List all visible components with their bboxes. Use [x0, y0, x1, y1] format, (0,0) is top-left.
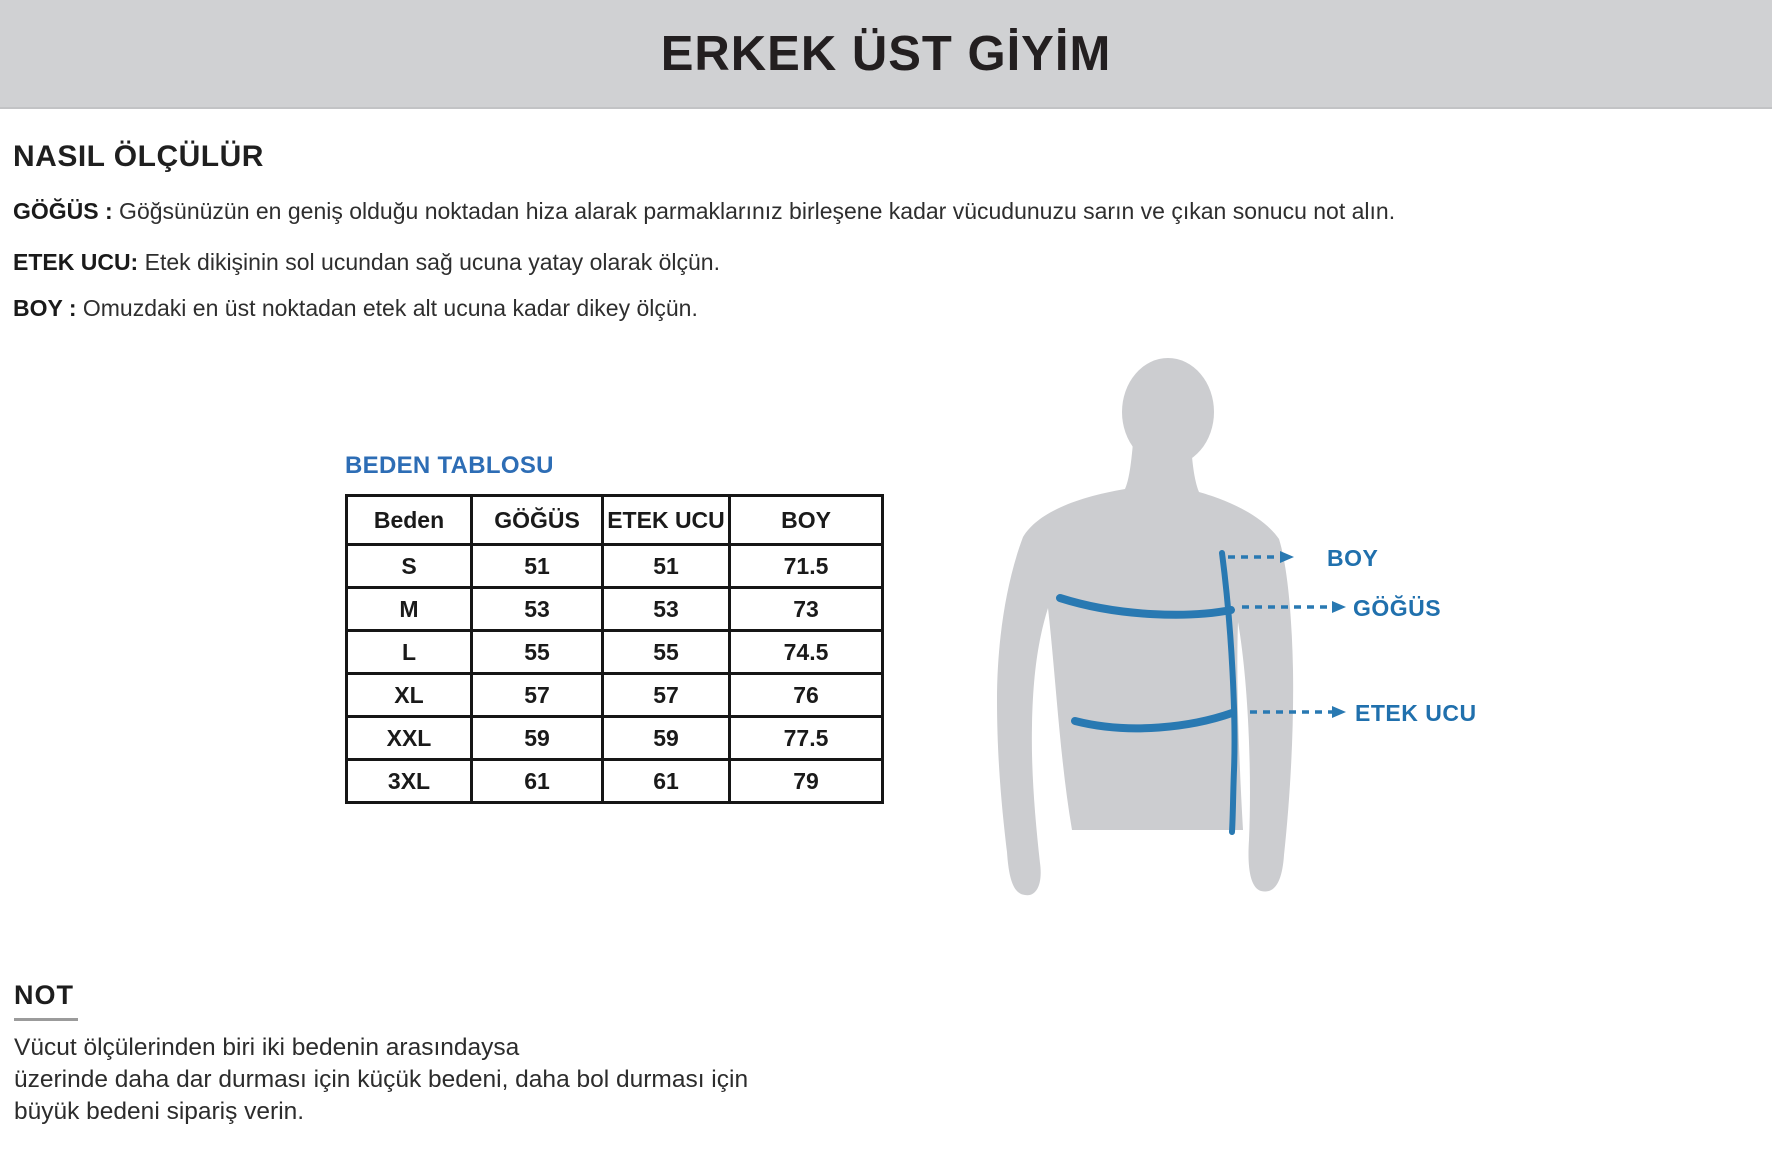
note-line: Vücut ölçülerinden biri iki bedenin arasındaysa [14, 1034, 520, 1061]
note-line: üzerinde daha dar durması için küçük bedeni, daha bol durması için [14, 1066, 749, 1093]
instruction-chest-label: GÖĞÜS : [13, 198, 113, 224]
size-table-title: BEDEN TABLOSU [345, 452, 554, 479]
cell-size: XL [347, 674, 472, 717]
measurement-figure [980, 340, 1480, 910]
size-table-header-row [347, 496, 883, 545]
cell-length: 79 [730, 760, 883, 803]
torso-diagram [980, 340, 1480, 910]
cell-length: 71.5 [730, 545, 883, 588]
cell-hem: 51 [603, 545, 730, 588]
column-header-beden: Beden [347, 496, 472, 545]
instruction-hem-label: ETEK UCU: [13, 249, 139, 275]
figure-label-gogus: GÖĞÜS [1353, 595, 1442, 621]
silhouette-body [997, 443, 1293, 895]
cell-chest: 51 [472, 545, 603, 588]
instruction-length-text: Omuzdaki en üst noktadan etek alt ucuna kadar dikey ölçün. [76, 295, 698, 321]
cell-size: L [347, 631, 472, 674]
table-row [347, 545, 883, 588]
table-row [347, 588, 883, 631]
note-text [14, 1032, 748, 1128]
cell-hem: 55 [603, 631, 730, 674]
cell-size: 3XL [347, 760, 472, 803]
instruction-chest [13, 198, 1395, 225]
column-header-gogus: GÖĞÜS [472, 496, 603, 545]
how-to-heading: NASIL ÖLÇÜLÜR [13, 140, 264, 173]
table-row [347, 760, 883, 803]
size-table [345, 494, 884, 804]
figure-label-boy: BOY [1327, 545, 1379, 571]
table-row [347, 674, 883, 717]
table-row [347, 717, 883, 760]
note-line: büyük bedeni sipariş verin. [14, 1098, 305, 1125]
instruction-hem-text: Etek dikişinin sol ucundan sağ ucuna yatay olarak ölçün. [138, 249, 720, 275]
cell-length: 74.5 [730, 631, 883, 674]
instruction-chest-text: Göğsünüzün en geniş olduğu noktadan hiza alarak parmaklarınız birleşene kadar vücudunuzu sarın ve çıkan sonucu not alın. [112, 198, 1396, 224]
note-section [14, 980, 748, 1128]
boy-arrowhead-icon [1280, 551, 1294, 563]
gogus-arrowhead-icon [1332, 601, 1346, 613]
cell-size: M [347, 588, 472, 631]
instruction-length-label: BOY : [13, 295, 77, 321]
cell-chest: 59 [472, 717, 603, 760]
cell-chest: 61 [472, 760, 603, 803]
page-title: ERKEK ÜST GİYİM [660, 26, 1112, 81]
cell-chest: 53 [472, 588, 603, 631]
etek-ucu-arrowhead-icon [1332, 706, 1346, 718]
cell-size: S [347, 545, 472, 588]
instruction-length [13, 295, 698, 322]
cell-length: 73 [730, 588, 883, 631]
cell-hem: 59 [603, 717, 730, 760]
column-header-etek-ucu: ETEK UCU [603, 496, 730, 545]
cell-length: 77.5 [730, 717, 883, 760]
note-title: NOT [14, 980, 78, 1021]
cell-chest: 57 [472, 674, 603, 717]
cell-hem: 61 [603, 760, 730, 803]
figure-label-etek-ucu: ETEK UCU [1355, 700, 1477, 726]
cell-length: 76 [730, 674, 883, 717]
cell-hem: 57 [603, 674, 730, 717]
table-row [347, 631, 883, 674]
cell-chest: 55 [472, 631, 603, 674]
cell-size: XXL [347, 717, 472, 760]
cell-hem: 53 [603, 588, 730, 631]
instruction-hem [13, 249, 720, 276]
header-banner [0, 0, 1772, 109]
column-header-boy: BOY [730, 496, 883, 545]
